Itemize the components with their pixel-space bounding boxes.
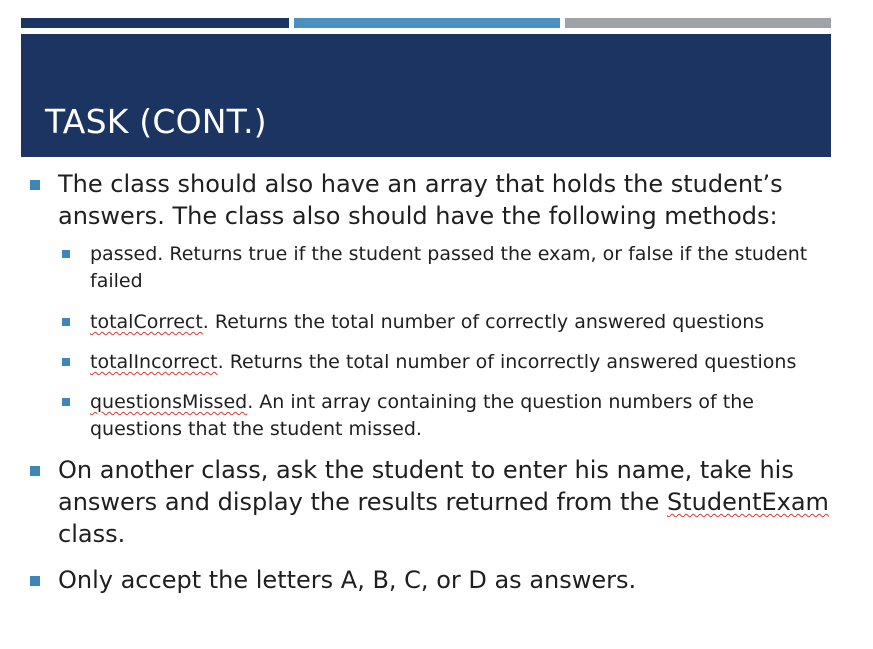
square-bullet-icon [30, 180, 40, 190]
accent-bar-dark [21, 18, 289, 28]
slide-title: TASK (CONT.) [45, 102, 267, 141]
bullet-text: On another class, ask the student to enter his name, take his answers and display the results returned from the [58, 456, 794, 516]
square-bullet-icon [62, 318, 70, 326]
method-name: questionsMissed [90, 391, 248, 413]
square-bullet-icon [62, 398, 70, 406]
bullet-item-array-answers [30, 168, 835, 232]
sub-bullet-questions-missed [30, 389, 835, 443]
title-band [21, 34, 831, 157]
method-description: . Returns the total number of correctly answered questions [202, 311, 765, 333]
bullet-item-another-class [30, 454, 835, 550]
bullet-text: Only accept the letters A, B, C, or D as answers. [58, 566, 637, 594]
sub-bullet-passed [30, 241, 835, 295]
method-name: totalCorrect [90, 311, 203, 333]
method-name: totalIncorrect [90, 351, 218, 373]
square-bullet-icon [30, 466, 40, 476]
method-name: passed [90, 243, 158, 265]
sub-bullet-total-incorrect [30, 349, 835, 376]
square-bullet-icon [30, 576, 40, 586]
class-name: StudentExam [667, 488, 829, 516]
method-description: . Returns true if the student passed the exam, or false if the student failed [90, 243, 808, 292]
square-bullet-icon [62, 250, 70, 258]
square-bullet-icon [62, 358, 70, 366]
method-description: . Returns the total number of incorrectly answered questions [217, 351, 797, 373]
bullet-text-end: class. [58, 520, 126, 548]
sub-bullet-total-correct [30, 309, 835, 336]
accent-bar-gray [565, 18, 831, 28]
bullet-text: The class should also have an array that holds the student’s answers. The class also should have the following methods: [58, 170, 783, 230]
bullet-item-accept-letters [30, 564, 835, 596]
accent-bar-blue [294, 18, 560, 28]
method-description: . An int array containing the question numbers of the questions that the student missed. [90, 391, 754, 440]
slide-content [30, 168, 835, 596]
